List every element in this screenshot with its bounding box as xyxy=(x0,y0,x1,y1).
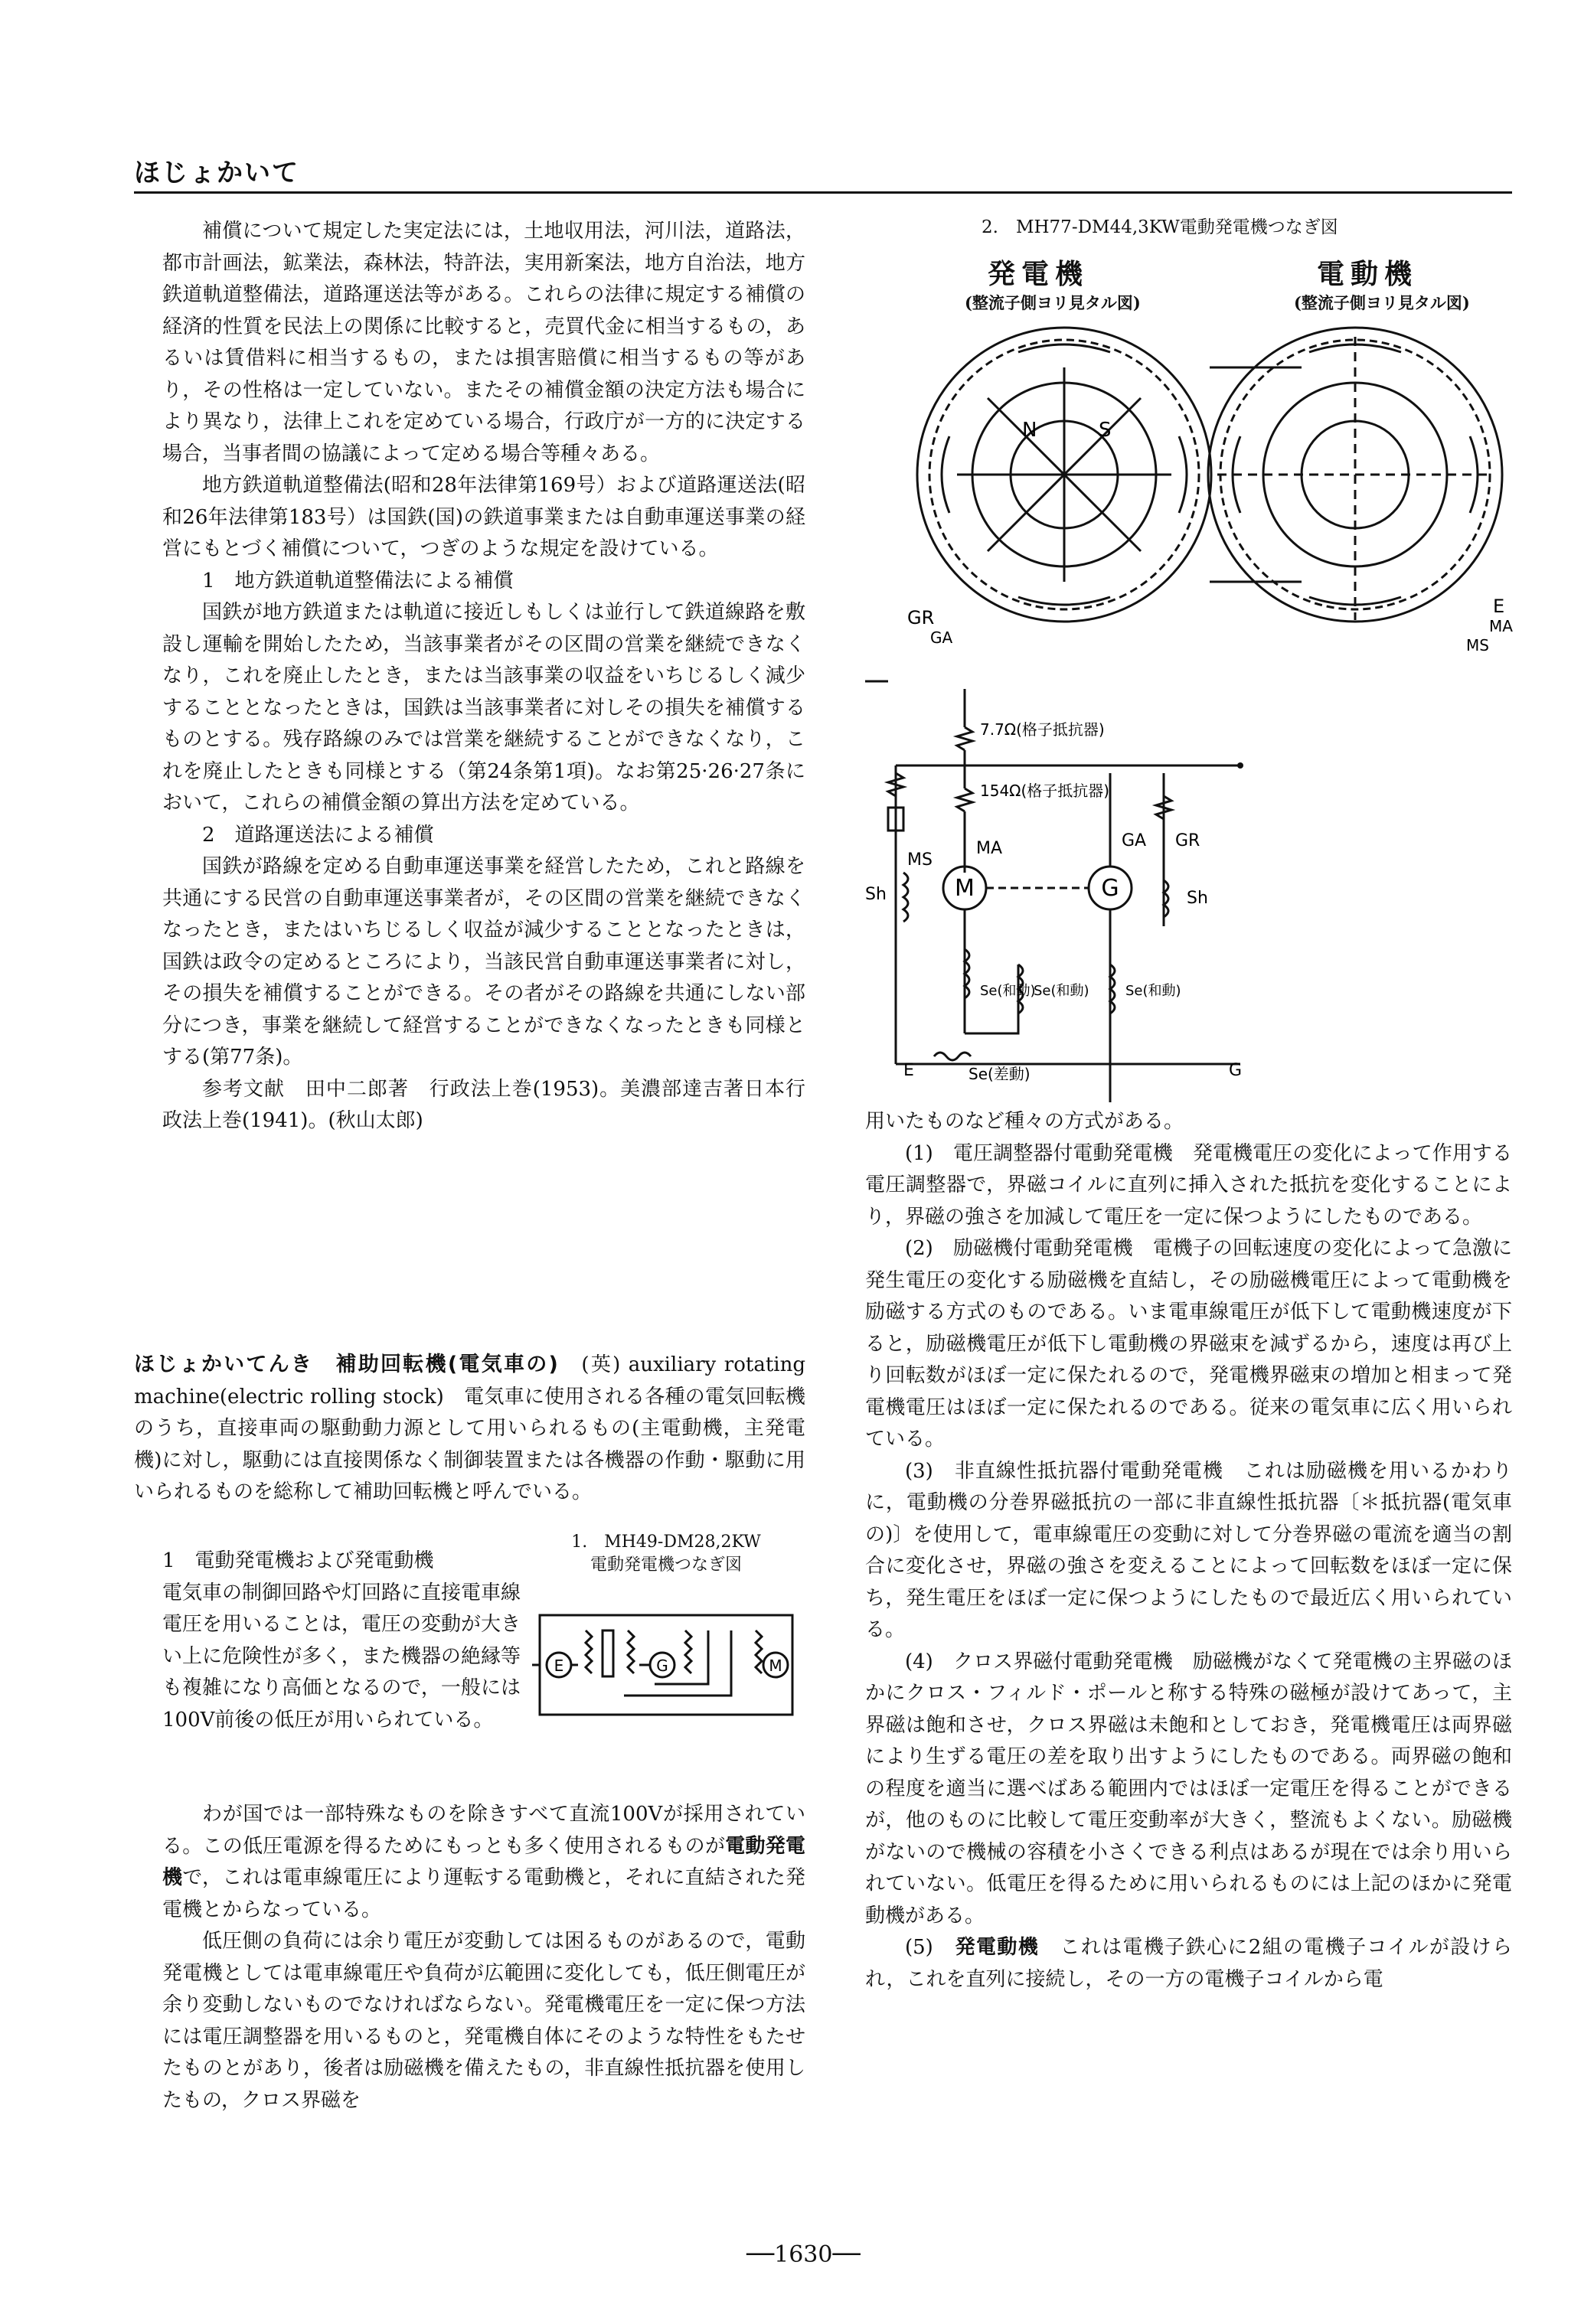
term-motor-generator: 電動発電機 xyxy=(162,1834,805,1889)
page-number: ──1630── xyxy=(746,2241,861,2268)
figure2-pole-s: S xyxy=(1099,419,1112,442)
paragraph-dc100-pre: わが国では一部特殊なものを除きすべて直流100Vが採用されている。この低圧電源を得るためにもっとも多く使用されるものが xyxy=(162,1803,805,1858)
paragraph-laws: 地方鉄道軌道整備法(昭和28年法律第169号）および道路運送法(昭和26年法律第183号）は国鉄(国)の鉄道事業または自動車運送事業の経営にもとづく補償について，つぎのような規定を設けている。 xyxy=(162,474,805,560)
figure2-label-ga: GA xyxy=(930,628,953,647)
left-column xyxy=(162,216,805,1138)
method-1-number: (1) xyxy=(905,1141,933,1165)
figure2-motor-subtitle: (整流子側ヨリ見タル図) xyxy=(1294,293,1470,312)
method-4-text: 励磁機がなくて発電機の主界磁のほかにクロス・フィルド・ポールと称する特殊の磁極が設けてあって，主界磁は飽和させ，クロス界磁は未飽和としておき，発電機電圧は両界磁により生ずる電圧の差を取り出すようにしたものである。両界磁の飽和の程度を適当に選べばある範囲内ではほぼ一定電圧を得ることができるが，他のものに比較して電圧変動率が大きく，整流もよくない。励磁機がないので機械の容積を小さくできる利点はあるが現在では余り用いられていない。低電圧を得るために用いられるものには上記のほかに発電動機がある。 xyxy=(865,1650,1512,1927)
method-2-title: 励磁機付電動発電機 xyxy=(953,1237,1133,1260)
figure1-caption-line2: 電動発電機つなぎ図 xyxy=(590,1555,742,1575)
figure2-circuit-se-2: Se(和動) xyxy=(1034,983,1089,999)
figure2-circuit-se-1: Se(和動) xyxy=(980,983,1036,999)
method-5-title: 発電動機 xyxy=(955,1936,1040,1959)
method-5-number: (5) xyxy=(905,1936,933,1959)
figure2-circuit-g: G xyxy=(1229,1061,1243,1080)
paragraph-dc100 xyxy=(162,1799,805,1926)
figure2-circuit-ms: MS xyxy=(907,850,933,870)
figure2-circuit-ga: GA xyxy=(1122,831,1147,850)
figure2-resistor-1: 7.7Ω(格子抵抗器) xyxy=(980,720,1105,739)
figure2-label-gr: GR xyxy=(907,607,935,628)
entry-block xyxy=(134,1349,805,1509)
method-4-title: クロス界磁付電動発電機 xyxy=(953,1650,1173,1673)
section-title-1: 1 地方鉄道軌道整備法による補償 xyxy=(202,569,514,592)
figure2-label-ma: MA xyxy=(1489,617,1513,635)
method-item-4 xyxy=(865,1647,1512,1933)
figure2-circuit-e: E xyxy=(903,1061,914,1080)
figure2-circuit-se-diff: Se(差動) xyxy=(968,1065,1031,1083)
page-header: ほじょかいて xyxy=(134,158,299,188)
paragraph-low-voltage: 低圧側の負荷には余り電圧が変動しては困るものがあるので，電動発電機としては電車線電圧や負荷が広範囲に変化しても，低圧側電圧が余り変動しないものでなければならない。発電機電圧を一定に保つ方法には電圧調整器を用いるものと，発電機自体にそのような特性をもたせたものとがあり，後者は励磁機を備えたもの，非直線性抵抗器を使用したもの，クロス界磁を xyxy=(162,1930,805,2112)
method-3-text: これは励磁機を用いるかわりに，電動機の分巻界磁抵抗の一部に非直線性抵抗器〔＊抵抗器(電気車の)〕を使用して，電車線電圧の変動に対して分巻界磁の電流を適当の割合に変化させ，界磁の強さを変えることによって回転数をほぼ一定に保ち，発生電圧をほぼ一定に保つようにしたもので最近広く用いられている。 xyxy=(865,1459,1512,1641)
method-item-1 xyxy=(865,1138,1512,1234)
figure2-circuit-diagram xyxy=(865,674,1263,1102)
figure2-machine-diagram xyxy=(903,322,1516,658)
figure2-generator-subtitle: (整流子側ヨリ見タル図) xyxy=(965,293,1141,312)
figure2-circuit-motor: M xyxy=(955,875,975,902)
method-item-3 xyxy=(865,1456,1512,1647)
right-column xyxy=(865,1106,1512,1996)
section-title-2: 2 道路運送法による補償 xyxy=(202,823,434,847)
right-intro: 用いたものなど種々の方式がある。 xyxy=(865,1110,1184,1133)
figure2-caption: 2. MH77-DM44,3KW電動発電機つなぎ図 xyxy=(982,217,1338,237)
method-3-number: (3) xyxy=(905,1459,933,1483)
figure1-caption xyxy=(536,1531,796,1577)
method-4-number: (4) xyxy=(905,1650,933,1673)
entry-section-1 xyxy=(162,1546,521,1736)
header-rule xyxy=(134,191,1512,194)
figure2-label-ms: MS xyxy=(1466,636,1489,654)
paragraph-dc100-post: で，これは電車線電圧により運転する電動機と，それに直結された発電機とからなっている。 xyxy=(162,1866,805,1921)
method-3-title: 非直線性抵抗器付電動発電機 xyxy=(954,1459,1223,1483)
entry-headword: ほじょかいてんき 補助回転機(電気車の) xyxy=(134,1353,558,1376)
figure1-caption-line1: 1. MH49-DM28,2KW xyxy=(571,1532,761,1552)
entry-section-1-title: 1 電動発電機および発電動機 xyxy=(162,1549,434,1572)
method-5-text: これは電機子鉄心に2組の電機子コイルが設けられ，これを直列に接続し，その一方の電機子コイルから電 xyxy=(865,1936,1512,1991)
left-column-lower xyxy=(162,1799,805,2117)
figure2-pole-n: N xyxy=(1022,419,1037,442)
entry-section-1-text: 電気車の制御回路や灯回路に直接電車線電圧を用いることは，電圧の変動が大きい上に危険性が多く，また機器の絶縁等も複雑になり高価となるので，一般には100V前後の低圧が用いられている。 xyxy=(162,1581,521,1732)
entry-intro: 電気車に使用される各種の電気回転機のうち，直接車両の駆動動力源として用いられるもの(主電動機，主発電機)に対し，駆動には直接関係なく制御装置または各機器の作動・駆動に用いられるものを総称して補助回転機と呼んでいる。 xyxy=(134,1385,805,1503)
entry-english: (英) auxiliary rotating machine(electric rolling stock) xyxy=(134,1353,805,1408)
figure1-label-m: M xyxy=(769,1657,782,1675)
references: 参考文献 田中二郎著 行政法上巻(1953)。美濃部達吉著日本行政法上巻(1941)。(秋山太郎) xyxy=(162,1077,805,1132)
method-item-2 xyxy=(865,1233,1512,1456)
method-1-text: 発電機電圧の変化によって作用する電圧調整器で，界磁コイルに直列に挿入された抵抗を変化することにより，界磁の強さを加減して電圧を一定に保つようにしたものである。 xyxy=(865,1141,1512,1229)
figure1-label-e: E xyxy=(554,1657,564,1675)
figure2-circuit-ma: MA xyxy=(976,839,1003,858)
figure2-circuit-se-3: Se(和動) xyxy=(1125,983,1181,999)
figure2-label-e: E xyxy=(1493,596,1505,617)
method-2-text: 電機子の回転速度の変化によって急激に発生電圧の変化する励磁機を直結し，その励磁機電圧によって電動機を励磁する方式のものである。いま電車線電圧が低下して電動機速度が下ると，励磁機電圧が低下し電動機の界磁束を減ずるから，速度は再び上り回転数がほぼ一定に保たれるので，発電機界磁束の増加と相まって発電機電圧はほぼ一定に保たれるのである。従来の電気車に広く用いられている。 xyxy=(865,1237,1512,1451)
figure2-resistor-2: 154Ω(格子抵抗器) xyxy=(980,782,1110,800)
paragraph-intro: 補償について規定した実定法には，土地収用法，河川法，道路法，都市計画法，鉱業法，森林法，特許法，実用新案法，地方自治法，地方鉄道軌道整備法，道路運送法等がある。これらの法律に規定する補償の経済的性質を民法上の関係に比較すると，売買代金に相当するもの，あるいは賃借料に相当するもの，または損害賠償に相当するもの等があり，その性格は一定していない。またその補償金額の決定方法も場合により異なり，法律上これを定めている場合，行政庁が一方的に決定する場合，当事者間の協議によって定める場合等種々ある。 xyxy=(162,220,805,465)
figure2-motor-title: 電動機 xyxy=(1317,258,1419,290)
method-item-5 xyxy=(865,1932,1512,1996)
figure2-circuit-sh-left: Sh xyxy=(865,885,887,904)
figure2-circuit-gr: GR xyxy=(1175,831,1200,850)
section-text-2: 国鉄が路線を定める自動車運送事業を経営したため，これと路線を共通にする民営の自動車運送事業者が，その区間の営業を継続できなくなったとき，またはいちじるしく収益が減少することとなったときは，国鉄は政令の定めるところにより，当該民営自動車運送事業者に対し，その損失を補償することができる。その者がその路線を共通にしない部分につき，事業を継続して経営することができなくなったときも同様とする(第77条)。 xyxy=(162,855,805,1069)
method-1-title: 電圧調整器付電動発電機 xyxy=(953,1141,1173,1165)
method-2-number: (2) xyxy=(905,1237,933,1260)
figure1-label-g: G xyxy=(656,1657,668,1675)
figure2-circuit-sh-right: Sh xyxy=(1187,889,1208,908)
figure1-diagram xyxy=(532,1600,800,1730)
figure2-generator-title: 発電機 xyxy=(988,258,1089,290)
figure2-circuit-generator: G xyxy=(1101,875,1119,902)
section-text-1: 国鉄が地方鉄道または軌道に接近しもしくは並行して鉄道線路を敷設し運輸を開始したため，当該事業者がその区間の営業を継続できなくなり，これを廃止したとき，または当該事業の収益をいちじるしく減少することとなったときは，国鉄は当該事業者に対しその損失を補償するものとする。残存路線のみでは営業を継続することができなくなり，これを廃止したときも同様とする（第24条第1項)。なお第25·26·27条において，これらの補償金額の算出方法を定めている。 xyxy=(162,601,805,814)
